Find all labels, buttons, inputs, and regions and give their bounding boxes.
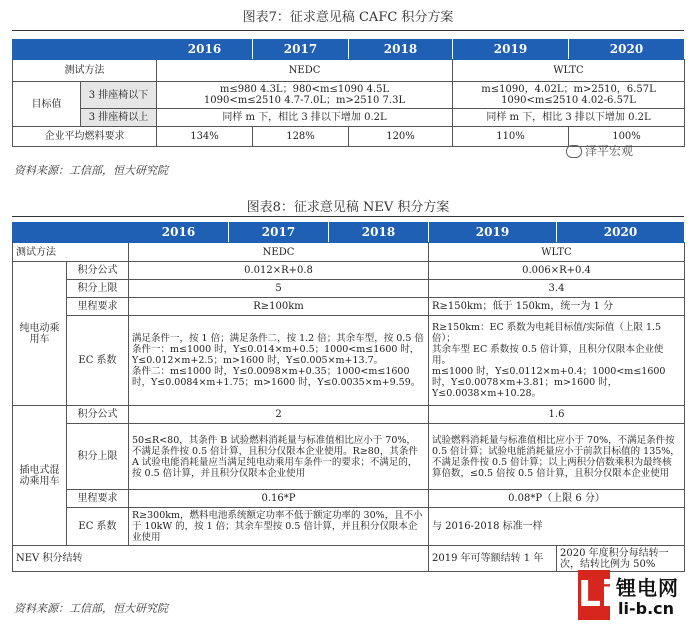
avg-2017: 128% xyxy=(253,127,349,147)
logo-domain: li-b.cn xyxy=(618,599,675,618)
seat-ge3-wltc: 同样 m 下，相比 3 排以下增加 0.2L xyxy=(453,109,685,127)
header-blank xyxy=(13,223,67,243)
logo-mark: Li xyxy=(578,570,610,620)
avg-2020: 100% xyxy=(569,127,685,147)
phev-label: 插电式混动乘用车 xyxy=(13,406,67,546)
year-2017: 2017 xyxy=(253,40,349,60)
carry-2020: 2020 年度积分每结转一次，结转比例为 50% xyxy=(557,546,685,572)
seat-lt3-wltc: m≤1090，4.02L；m>2510，6.57L 1090<m≤2510 4.02-6.57L xyxy=(453,82,685,109)
nedc-label: NEDC xyxy=(129,243,429,262)
nedc-label: NEDC xyxy=(157,60,453,82)
target-label: 目标值 xyxy=(13,82,81,127)
seat-lt3-nedc: m≤980 4.3L；980<m≤1090 4.5L 1090<m≤2510 4.7-7.0L；m>2510 7.3L xyxy=(157,82,453,109)
carry-label: NEV 积分结转 xyxy=(13,546,429,572)
fig8-source: 资料来源：工信部，恒大研究院 xyxy=(14,602,168,615)
avg-label: 企业平均燃料要求 xyxy=(13,127,157,147)
bev-label: 纯电动乘用车 xyxy=(13,262,67,406)
bev-range-label: 里程要求 xyxy=(67,298,129,316)
logo-name: 锂电网 xyxy=(616,576,679,600)
phev-cap-wltc: 试验燃料消耗量与标准值相比应小于 70%，不满足条件按 0.5 倍计算；试验电能消耗量应小于前款目标值的 135%，不满足条件按 0.5 倍计算；以上两积分倍数乘积为最终核算倍数，≤0.5 倍按 0.5 倍计算，且积分仅限本企业使用 xyxy=(429,424,685,490)
year-2016: 2016 xyxy=(129,223,229,243)
bev-range-wltc: R≥150km；低于 150km，统一为 1 分 xyxy=(429,298,685,316)
nev-table xyxy=(12,222,685,572)
phev-ec-nedc: R≥300km，燃料电池系统额定功率不低于额定功率的 30%，且不小于 10kW 的，按 1 倍；其余车型按 0.5 倍计算，并且积分仅限本企业使用 xyxy=(129,508,429,546)
header-blank xyxy=(67,223,129,243)
phev-formula-nedc: 2 xyxy=(129,406,429,424)
bev-range-nedc: R≥100km xyxy=(129,298,429,316)
year-2017: 2017 xyxy=(229,223,329,243)
phev-cap-nedc: 50≤R<80，其条件 B 试验燃料消耗量与标准值相比应小于 70%，不满足条件按 0.5 倍计算，且积分仅限本企业使用。R≥80，其条件 A 试验电能消耗量应当满足纯电动乘用车条件一的要求；不满足的，按 0.5 倍计算，并且积分仅限本企业使用 xyxy=(129,424,429,490)
year-2018: 2018 xyxy=(349,40,453,60)
bev-formula-wltc: 0.006×R+0.4 xyxy=(429,262,685,280)
phev-formula-label: 积分公式 xyxy=(67,406,129,424)
phev-range-label: 里程要求 xyxy=(67,490,129,508)
year-2019: 2019 xyxy=(429,223,557,243)
site-logo xyxy=(578,570,686,620)
carry-2019: 2019 年可等额结转 1 年 xyxy=(429,546,557,572)
year-2020: 2020 xyxy=(557,223,685,243)
seat-ge3-label: 3 排座椅以上 xyxy=(81,109,157,127)
wltc-label: WLTC xyxy=(429,243,685,262)
fig7-title: 图表7：征求意见稿 CAFC 积分方案 xyxy=(242,10,454,25)
fig7-top-rule xyxy=(12,30,684,31)
seat-lt3-label: 3 排座椅以下 xyxy=(81,82,157,109)
bev-formula-nedc: 0.012×R+0.8 xyxy=(129,262,429,280)
bev-formula-label: 积分公式 xyxy=(67,262,129,280)
year-2019: 2019 xyxy=(453,40,569,60)
year-2016: 2016 xyxy=(157,40,253,60)
phev-range-nedc: 0.16*P xyxy=(129,490,429,508)
phev-cap-label: 积分上限 xyxy=(67,424,129,490)
phev-ec-wltc: 与 2016-2018 标准一样 xyxy=(429,508,685,546)
phev-ec-label: EC 系数 xyxy=(67,508,129,546)
bev-cap-label: 积分上限 xyxy=(67,280,129,298)
cafc-table xyxy=(12,39,685,147)
bev-ec-nedc: 满足条件一，按 1 倍；满足条件二，按 1.2 倍；其余车型，按 0.5 倍 条件一：m≤1000 时，Y≤0.014×m+0.5；1000<m≤1600 时，Y≤0.012×m+2.5；m>1600 时，Y≤0.005×m+13.7。 条件二：m≤1000 时，Y≤0.0098×m+0.35；1000<m≤1600 时，Y≤0.0084×m+1.75；m>1600 时，Y≤0.0035×m+9.59。 xyxy=(129,316,429,406)
bev-ec-label: EC 系数 xyxy=(67,316,129,406)
fig8-title: 图表8：征求意见稿 NEV 积分方案 xyxy=(246,200,450,215)
bev-cap-nedc: 5 xyxy=(129,280,429,298)
header-blank xyxy=(81,40,157,60)
avg-2016: 134% xyxy=(157,127,253,147)
year-2018: 2018 xyxy=(329,223,429,243)
test-method-label: 测试方法 xyxy=(13,60,157,82)
wltc-label: WLTC xyxy=(453,60,685,82)
phev-formula-wltc: 1.6 xyxy=(429,406,685,424)
header-blank xyxy=(13,40,81,60)
wechat-icon xyxy=(566,145,582,158)
watermark: 泽平宏观 xyxy=(566,142,633,159)
avg-2018: 120% xyxy=(349,127,453,147)
avg-2019: 110% xyxy=(453,127,569,147)
test-method-label: 测试方法 xyxy=(13,243,129,262)
seat-ge3-nedc: 同样 m 下，相比 3 排以下增加 0.2L xyxy=(157,109,453,127)
year-2020: 2020 xyxy=(569,40,685,60)
fig8-top-rule xyxy=(12,216,684,217)
fig7-source: 资料来源：工信部，恒大研究院 xyxy=(14,164,168,177)
phev-range-wltc: 0.08*P（上限 6 分） xyxy=(429,490,685,508)
bev-cap-wltc: 3.4 xyxy=(429,280,685,298)
bev-ec-wltc: R≥150km：EC 系数为电耗目标值/实际值（上限 1.5 倍）； 其余车型 EC 系数按 0.5 倍计算，且积分仅限本企业使用。 m≤1000 时，Y≤0.0112×m+0.4；1000<m≤1600 时，Y≤0.0078×m+3.81；m>1600 时，Y≤0.0038×m+10.28。 xyxy=(429,316,685,406)
